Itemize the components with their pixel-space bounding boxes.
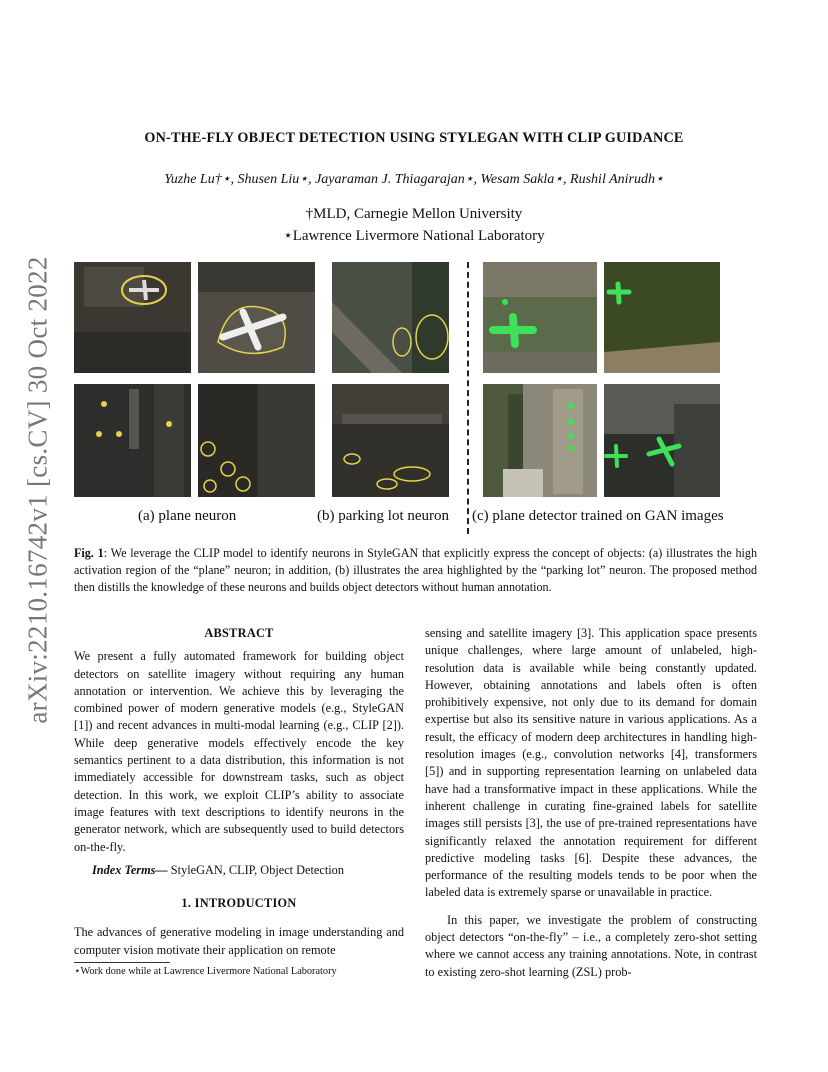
- paper-title: ON-THE-FLY OBJECT DETECTION USING STYLEGAN WITH CLIP GUIDANCE: [144, 130, 684, 146]
- plane-neuron-image-3: [74, 384, 191, 497]
- arxiv-stamp: arXiv:2210.16742v1 [cs.CV] 30 Oct 2022: [22, 256, 53, 724]
- plane-detector-image-1: [483, 262, 597, 373]
- plane-neuron-image-4: [198, 384, 315, 497]
- plane-detector-image-4: [604, 384, 720, 497]
- footnote: ⋆Work done while at Lawrence Livermore National Laboratory: [74, 966, 337, 977]
- plane-neuron-image-2: [198, 262, 315, 373]
- right-paragraph-2: In this paper, we investigate the problem of constructing object detectors “on-the-fly” – i.e., a completely zero-shot setting where we cannot access any training annotations. Note, in contrast to existing zero-shot learning (ZSL) prob-: [425, 912, 757, 979]
- affiliation-llnl: ⋆Lawrence Livermore National Laboratory: [283, 228, 545, 244]
- figure-divider: [467, 262, 469, 534]
- caption-plane-detector: (c) plane detector trained on GAN images: [472, 508, 724, 524]
- left-column: [74, 625, 404, 959]
- footnote-rule: [74, 962, 170, 963]
- plane-detector-image-2: [604, 262, 720, 373]
- abstract-text: We present a fully automated framework for building object detectors on satellite imagery without requiring any human annotation or intervention. We achieve this by leveraging the combined power of modern generative models (e.g., StyleGAN [1]) and recent advances in multi-modal learning (e.g., CLIP [2]). While deep generative models effectively encode the key semantics pertinent to a data distribution, this information is not immediately accessible for downstream tasks, such as object detection. In this work, we exploit CLIP’s ability to associate image features with text descriptions to identify neurons in the generator network, which are subsequently used to build detectors on-the-fly.: [74, 649, 404, 854]
- parking-lot-neuron-image-1: [332, 262, 449, 373]
- intro-text: The advances of generative modeling in image understanding and computer vision motivate their application on remote: [74, 925, 404, 957]
- caption-parking-lot-neuron: (b) parking lot neuron: [317, 508, 450, 524]
- author-list: Yuzhe Lu†⋆, Shusen Liu⋆, Jayaraman J. Thiagarajan⋆, Wesam Sakla⋆, Rushil Anirudh⋆: [164, 172, 664, 187]
- figure-caption: Fig. 1: We leverage the CLIP model to identify neurons in StyleGAN that explicitly express the concept of objects: (a) illustrates the high activation region of the “plane” neuron; in addition, (b) illustrates the area highlighted by the “parking lot” neuron. The proposed method then distills the knowledge of these neurons and builds object detectors without human annotation.: [74, 546, 758, 594]
- right-paragraph-1: sensing and satellite imagery [3]. This application space presents unique challenges, where large amount of unlabeled, high-resolution data is available while being constantly updated. However, obtaining annotations and labels often is often prohibitively expensive, not only due to its demand for domain expertise but also its sensitive nature in various applications. As a result, the efficacy of modern deep architectures in handling high-resolution images (e.g., convolution networks [4], transformers [5]) and in supporting representation learning on unlabeled data have had a transformative impact in these applications. While the inherent challenge in curating fine-grained labels for satellite images still persists [3], the use of pre-trained representations have significantly relaxed the annotation requirement for different predictive modeling tasks [6]. Despite these advances, the performance of the resulting models tends to be poor when the labeled data is extremely sparse or unavailable in practice.: [425, 626, 757, 900]
- abstract-heading: ABSTRACT: [204, 626, 274, 640]
- plane-neuron-image-1: [74, 262, 191, 373]
- plane-detector-image-3: [483, 384, 597, 497]
- affiliation-cmu: †MLD, Carnegie Mellon University: [305, 206, 523, 222]
- right-column: [425, 625, 757, 981]
- index-terms: Index Terms— StyleGAN, CLIP, Object Detection: [92, 862, 344, 877]
- parking-lot-neuron-image-2: [332, 384, 449, 497]
- caption-plane-neuron: (a) plane neuron: [138, 508, 237, 524]
- intro-heading: 1. INTRODUCTION: [181, 896, 297, 911]
